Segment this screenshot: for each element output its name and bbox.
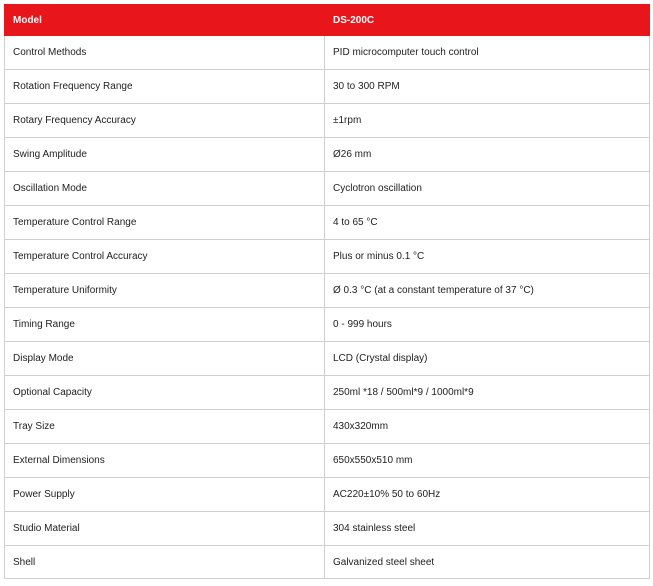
row-label: Rotary Frequency Accuracy bbox=[5, 104, 325, 138]
row-label: Display Mode bbox=[5, 342, 325, 376]
table-row bbox=[5, 206, 650, 240]
row-value: Ø26 mm bbox=[325, 138, 650, 172]
row-value: PID microcomputer touch control bbox=[325, 36, 650, 70]
row-label: Swing Amplitude bbox=[5, 138, 325, 172]
table-header-row bbox=[5, 5, 650, 36]
table-row bbox=[5, 342, 650, 376]
table-row bbox=[5, 546, 650, 579]
header-model-value: DS-200C bbox=[325, 5, 650, 36]
row-label: Tray Size bbox=[5, 410, 325, 444]
row-value: 250ml *18 / 500ml*9 / 1000ml*9 bbox=[325, 376, 650, 410]
table-row bbox=[5, 172, 650, 206]
row-value: Cyclotron oscillation bbox=[325, 172, 650, 206]
row-label: Temperature Control Accuracy bbox=[5, 240, 325, 274]
row-value: Galvanized steel sheet bbox=[325, 546, 650, 579]
row-value: 304 stainless steel bbox=[325, 512, 650, 546]
row-label: Power Supply bbox=[5, 478, 325, 512]
table-row bbox=[5, 104, 650, 138]
table-row bbox=[5, 478, 650, 512]
row-label: Optional Capacity bbox=[5, 376, 325, 410]
row-value: 0 - 999 hours bbox=[325, 308, 650, 342]
spec-table bbox=[4, 4, 650, 579]
row-value: 4 to 65 °C bbox=[325, 206, 650, 240]
table-row bbox=[5, 240, 650, 274]
row-label: External Dimensions bbox=[5, 444, 325, 478]
table-row bbox=[5, 308, 650, 342]
table-row bbox=[5, 70, 650, 104]
header-model-label: Model bbox=[5, 5, 325, 36]
row-label: Temperature Control Range bbox=[5, 206, 325, 240]
table-row bbox=[5, 410, 650, 444]
row-label: Temperature Uniformity bbox=[5, 274, 325, 308]
row-value: Ø 0.3 °C (at a constant temperature of 37 °C) bbox=[325, 274, 650, 308]
row-label: Studio Material bbox=[5, 512, 325, 546]
table-row bbox=[5, 444, 650, 478]
table-row bbox=[5, 376, 650, 410]
row-value: 30 to 300 RPM bbox=[325, 70, 650, 104]
row-value: 650x550x510 mm bbox=[325, 444, 650, 478]
row-label: Rotation Frequency Range bbox=[5, 70, 325, 104]
row-value: LCD (Crystal display) bbox=[325, 342, 650, 376]
table-row bbox=[5, 138, 650, 172]
table-row bbox=[5, 512, 650, 546]
table-row bbox=[5, 274, 650, 308]
row-label: Oscillation Mode bbox=[5, 172, 325, 206]
row-label: Control Methods bbox=[5, 36, 325, 70]
row-value: ±1rpm bbox=[325, 104, 650, 138]
row-label: Shell bbox=[5, 546, 325, 579]
table-row bbox=[5, 36, 650, 70]
row-label: Timing Range bbox=[5, 308, 325, 342]
row-value: 430x320mm bbox=[325, 410, 650, 444]
row-value: Plus or minus 0.1 °C bbox=[325, 240, 650, 274]
row-value: AC220±10% 50 to 60Hz bbox=[325, 478, 650, 512]
